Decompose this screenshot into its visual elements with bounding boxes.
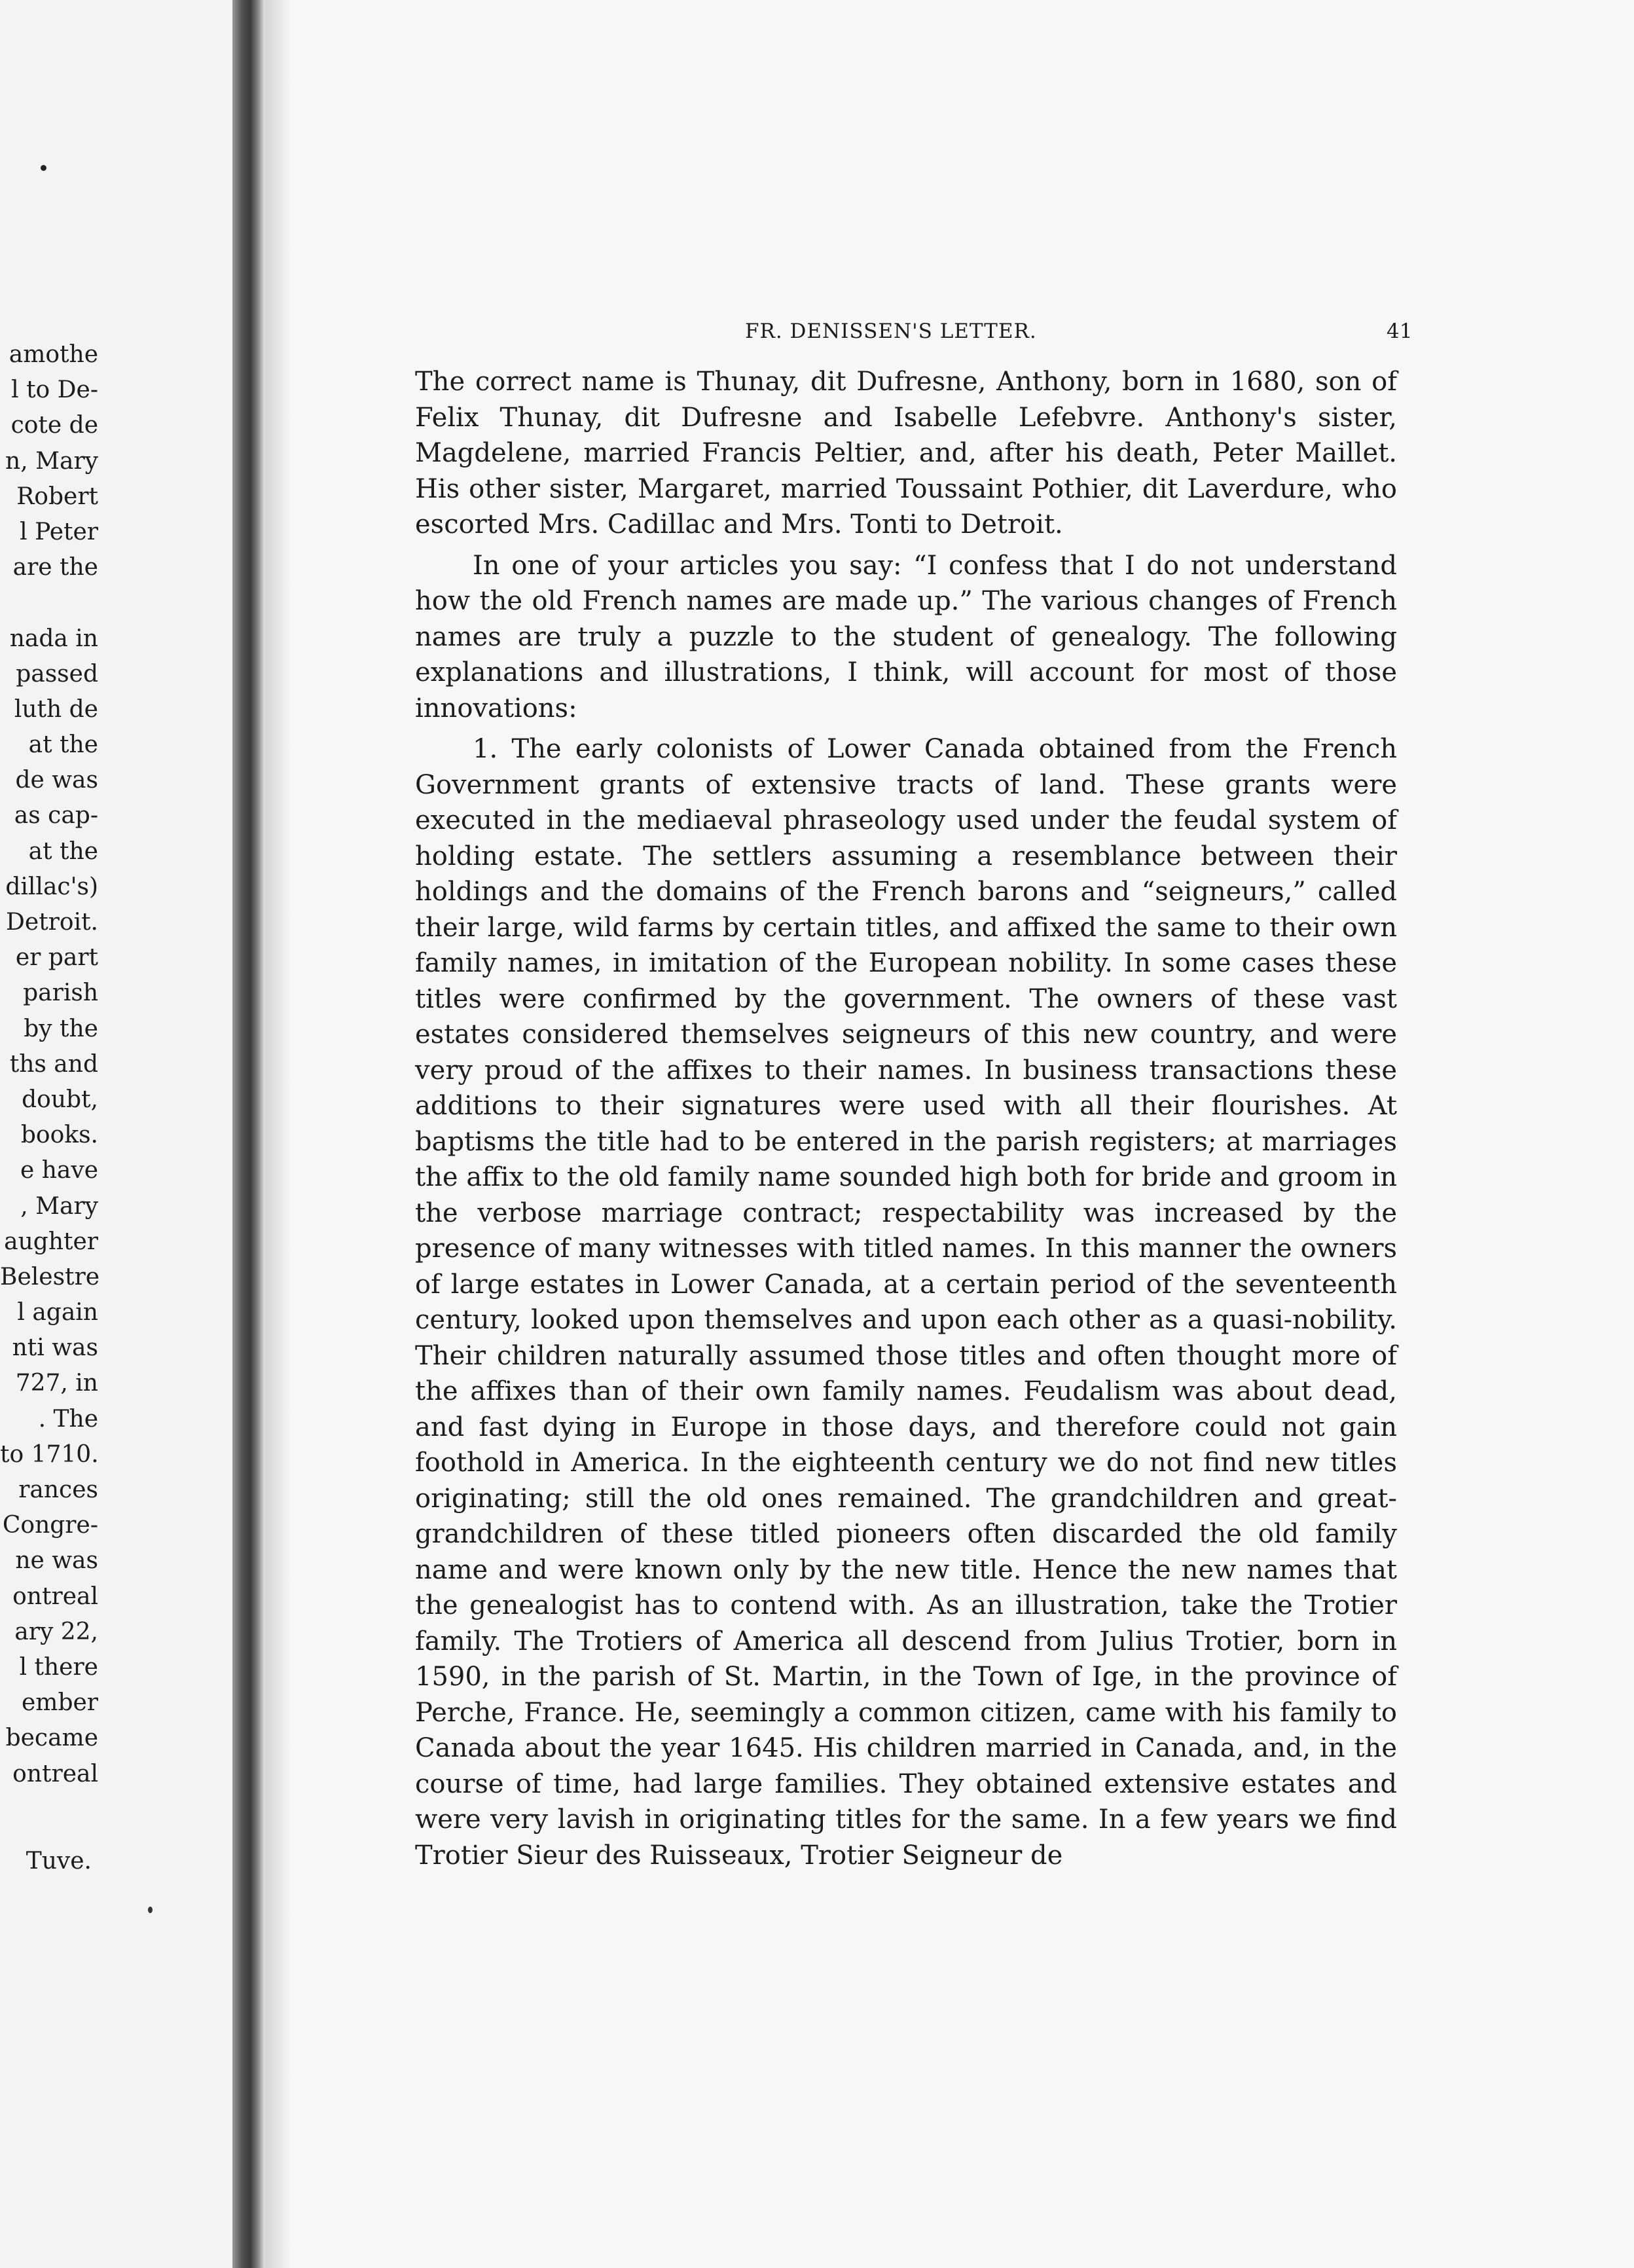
left-page-line: nada in [9, 625, 98, 652]
left-page-line: passed [16, 660, 98, 687]
left-page-line: de was [15, 767, 98, 794]
left-page-line: Detroit. [6, 909, 98, 936]
left-page-line: luth de [14, 695, 98, 723]
left-page-line: at the [28, 837, 98, 865]
left-page-line: l to De- [11, 376, 98, 404]
book-gutter [232, 0, 265, 2268]
left-page-line: Congre- [2, 1512, 98, 1539]
left-page-line: cote de [10, 412, 98, 439]
paragraph: The correct name is Thunay, dit Dufresne, Anthony, born in 1680, son of Felix Thunay, dit Dufresne and Isabelle Lefebvre. Anthony's sister, Magdelene, married Francis Peltier, and, after his death, Peter Maillet. His other sister, Margaret, married Toussaint Pothier, dit Laverdure, who escorted Mrs. Cadillac and Mrs. Tonti to Detroit. [415, 367, 1397, 540]
left-page-line: parish [23, 979, 98, 1007]
left-page-signature-fragment: Tuve. [26, 1848, 92, 1875]
left-page-line [0, 585, 98, 621]
left-page-line: aughter [4, 1228, 98, 1255]
left-page-line: n, Mary [5, 447, 98, 475]
left-page-line: ary 22, [14, 1618, 98, 1645]
ink-speck [41, 165, 46, 171]
left-page-line: books. [20, 1122, 98, 1149]
left-page-line: to 1710. [0, 1440, 99, 1468]
paragraph: In one of your articles you say: “I confess that I do not understand how the old French names are made up.” The various changes of French names are truly a puzzle to the student of genealogy. The following explanations and illustrations, I think, will account for most of those innovations: [415, 550, 1397, 723]
left-facing-page [0, 0, 236, 2268]
paragraph: 1. The early colonists of Lower Canada obtained from the French Government grants of extensive tracts of land. These grants were executed in the mediaeval phraseology used under the feudal system of holding estate. The settlers assuming a resemblance between their holdings and the domains of the French barons and “seigneurs,” called their large, wild farms by certain titles, and affixed the same to their own family names, in imitation of the European nobility. In some cases these titles were confirmed by the government. The owners of these vast estates considered themselves seigneurs of this new country, and were very proud of the affixes to their names. In business transactions these additions to their signatures were used with all their flourishes. At baptisms the title had to be entered in the parish registers; at marriages the affix to the old family name sounded high both for bride and groom in the verbose marriage contract; respectability was increased by the presence of many witnesses with titled names. In this manner the owners of large estates in Lower Canada, at a certain period of the seventeenth century, looked upon themselves and upon each other as a quasi-nobility. Their children naturally assumed those titles and often thought more of the affixes than of their own family names. Feudalism was about dead, and fast dying in Europe in those days, and therefore could not gain foothold in America. In the eighteenth century we do not find new titles originating; still the old ones remained. The grandchildren and great-grandchildren of these titled pioneers often discarded the old family name and were known only by the new title. Hence the new names that the genealogist has to contend with. As an illustration, take the Trotier family. The Trotiers of America all descend from Julius Trotier, born in 1590, in the parish of St. Martin, in the Town of Ige, in the province of Perche, France. He, seemingly a common citizen, came with his family to Canada about the year 1645. His children married in Canada, and, in the course of time, had large families. They obtained extensive estates and were very lavish in originating titles for the same. In a few years we find Trotier Sieur des Ruisseaux, Trotier Seigneur de [415, 734, 1397, 1871]
left-page-line: are the [12, 554, 98, 581]
left-page-line: ontreal [12, 1760, 98, 1787]
main-body-text [415, 364, 1397, 1878]
left-page-line: l there [19, 1653, 98, 1681]
left-page-line: became [5, 1725, 98, 1752]
left-page-line: ne was [15, 1547, 98, 1575]
left-page-line: e have [20, 1157, 98, 1184]
left-page-line: ontreal [12, 1582, 98, 1610]
left-page-text-fragment [0, 337, 98, 1792]
running-header: FR. DENISSEN'S LETTER. [745, 320, 1037, 343]
left-page-line: at the [28, 731, 98, 759]
left-page-line: . The [38, 1405, 98, 1433]
left-page-line: amothe [9, 341, 98, 368]
left-page-line: by the [24, 1015, 98, 1042]
left-page-line: er part [15, 944, 98, 972]
left-page-line: nti was [12, 1334, 98, 1362]
left-page-line: ths and [9, 1050, 98, 1078]
left-page-line: , Mary [20, 1192, 98, 1220]
left-page-line: rances [18, 1476, 98, 1503]
left-page-line: as cap- [14, 802, 98, 830]
left-page-line: 727, in [15, 1370, 98, 1397]
gutter-shadow [265, 0, 291, 2268]
left-page-line: dillac's) [5, 873, 98, 900]
left-page-line: ember [22, 1689, 98, 1717]
left-page-line: Robert [16, 483, 98, 510]
left-page-line: l again [17, 1299, 98, 1326]
left-page-line: doubt, [22, 1086, 98, 1113]
left-page-line: Belestre [0, 1263, 100, 1290]
page-number: 41 [1387, 320, 1413, 343]
left-page-line: l Peter [20, 518, 98, 545]
ink-speck [148, 1907, 153, 1913]
